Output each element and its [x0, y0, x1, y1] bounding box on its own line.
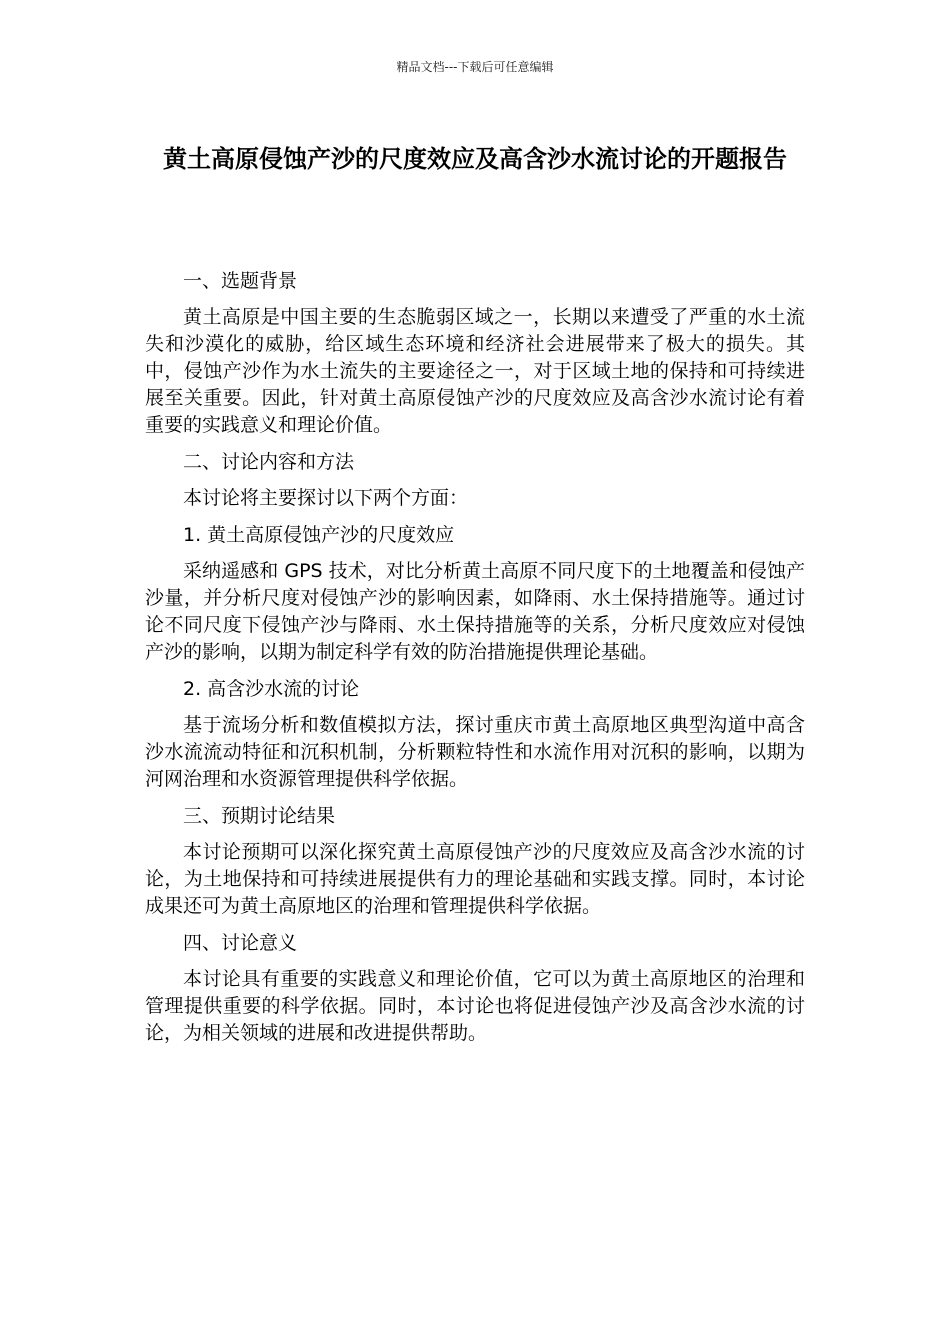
- paragraph-content-intro: 本讨论将主要探讨以下两个方面：: [183, 487, 469, 509]
- header-note: 精品文档---下载后可任意编辑: [396, 60, 554, 74]
- document-title: 黄土高原侵蚀产沙的尺度效应及高含沙水流讨论的开题报告: [163, 145, 787, 173]
- paragraph-significance: 本讨论具有重要的实践意义和理论价值，它可以为黄土高原地区的治理和管理提供重要的科学依据。同时，本讨论也将促进侵蚀产沙及高含沙水流的讨论，为相关领域的进展和改进提供帮助。: [145, 968, 805, 1044]
- paragraph-scale-effect: 采纳遥感和 GPS 技术，对比分析黄土高原不同尺度下的土地覆盖和侵蚀产沙量，并分析尺度对侵蚀产沙的影响因素，如降雨、水土保持措施等。通过讨论不同尺度下侵蚀产沙与降雨、水土保持措施等的关系，分析尺度效应对侵蚀产沙的影响，以期为制定科学有效的防治措施提供理论基础。: [145, 560, 805, 663]
- section-heading-expected-results: 三、预期讨论结果: [183, 805, 336, 827]
- subsection-heading-scale-effect: 1. 黄土高原侵蚀产沙的尺度效应: [183, 524, 455, 546]
- paragraph-hyperconcentrated-flow: 基于流场分析和数值模拟方法，探讨重庆市黄土高原地区典型沟道中高含沙水流流动特征和沉积机制，分析颗粒特性和水流作用对沉积的影响，以期为河网治理和水资源管理提供科学依据。: [145, 714, 805, 790]
- paragraph-expected-results: 本讨论预期可以深化探究黄土高原侵蚀产沙的尺度效应及高含沙水流的讨论，为土地保持和可持续进展提供有力的理论基础和实践支撑。同时，本讨论成果还可为黄土高原地区的治理和管理提供科学依据。: [145, 841, 805, 917]
- section-heading-background: 一、选题背景: [183, 270, 298, 292]
- document-body: [145, 268, 805, 1057]
- section-heading-significance: 四、讨论意义: [183, 932, 298, 954]
- subsection-heading-hyperconcentrated-flow: 2. 高含沙水流的讨论: [183, 678, 360, 700]
- paragraph-background: 黄土高原是中国主要的生态脆弱区域之一，长期以来遭受了严重的水土流失和沙漠化的威胁，给区域生态环境和经济社会进展带来了极大的损失。其中，侵蚀产沙作为水土流失的主要途径之一，对于区域土地的保持和可持续进展至关重要。因此，针对黄土高原侵蚀产沙的尺度效应及高含沙水流讨论有着重要的实践意义和理论价值。: [145, 306, 805, 436]
- section-heading-content-methods: 二、讨论内容和方法: [183, 451, 355, 473]
